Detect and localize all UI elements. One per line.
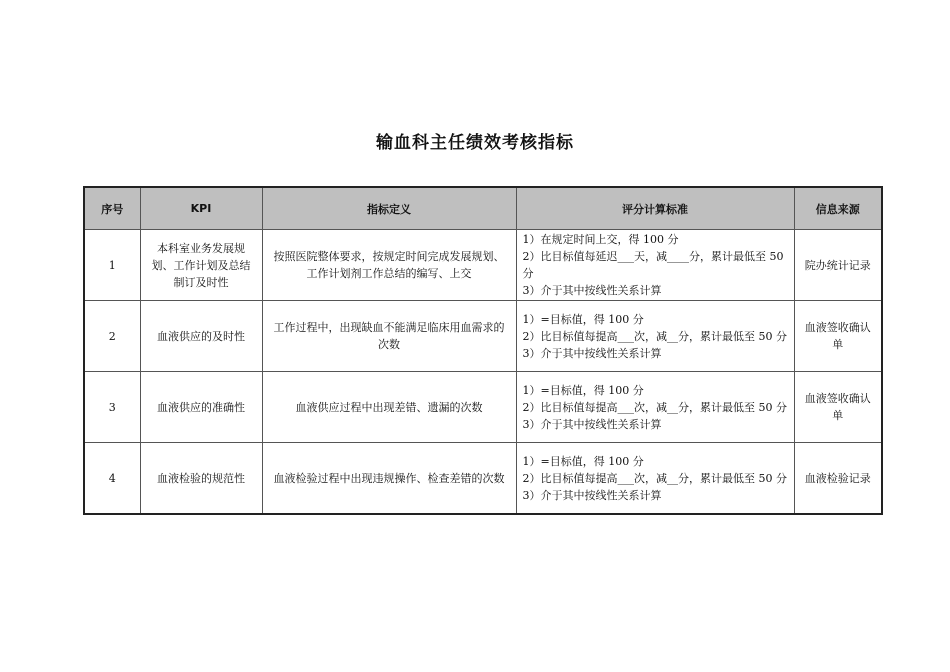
cell-definition: 血液供应过程中出现差错、遗漏的次数: [262, 372, 516, 443]
criteria-line: 1）=目标值，得 100 分: [522, 454, 644, 468]
cell-source: 血液签收确认单: [794, 372, 882, 443]
header-criteria: 评分计算标准: [516, 187, 794, 230]
cell-definition: 血液检验过程中出现违规操作、检查差错的次数: [262, 443, 516, 515]
cell-source: 血液检验记录: [794, 443, 882, 515]
cell-no: 3: [84, 372, 140, 443]
cell-definition: 工作过程中，出现缺血不能满足临床用血需求的次数: [262, 301, 516, 372]
criteria-line: 3）介于其中按线性关系计算: [522, 488, 662, 502]
header-no: 序号: [84, 187, 140, 230]
table-row: [84, 443, 882, 515]
cell-kpi: 本科室业务发展规划、工作计划及总结制订及时性: [140, 230, 262, 301]
cell-criteria: [516, 230, 794, 301]
criteria-line: 2）比目标值每提高___次，减__分，累计最低至 50 分: [522, 329, 787, 343]
criteria-line: 1）=目标值，得 100 分: [522, 312, 644, 326]
table-row: [84, 372, 882, 443]
cell-kpi: 血液供应的准确性: [140, 372, 262, 443]
criteria-line: 1）在规定时间上交，得 100 分: [522, 233, 679, 246]
criteria-line: 2）比目标值每提高___次，减__分，累计最低至 50 分: [522, 400, 787, 414]
kpi-table: [83, 186, 883, 515]
criteria-line: 1）=目标值，得 100 分: [522, 383, 644, 397]
table-row: [84, 230, 882, 301]
cell-kpi: 血液检验的规范性: [140, 443, 262, 515]
criteria-line: 3）介于其中按线性关系计算: [522, 284, 662, 297]
cell-source: 院办统计记录: [794, 230, 882, 301]
cell-no: 2: [84, 301, 140, 372]
cell-criteria: [516, 301, 794, 372]
header-kpi: KPI: [140, 187, 262, 230]
table-header-row: [84, 187, 882, 230]
table-row: [84, 301, 882, 372]
criteria-line: 3）介于其中按线性关系计算: [522, 346, 662, 360]
cell-kpi: 血液供应的及时性: [140, 301, 262, 372]
criteria-line: 3）介于其中按线性关系计算: [522, 417, 662, 431]
cell-criteria: [516, 443, 794, 515]
cell-criteria: [516, 372, 794, 443]
header-source: 信息来源: [794, 187, 882, 230]
header-definition: 指标定义: [262, 187, 516, 230]
cell-no: 4: [84, 443, 140, 515]
cell-no: 1: [84, 230, 140, 301]
document-title: 输血科主任绩效考核指标: [376, 133, 574, 153]
cell-definition: 按照医院整体要求，按规定时间完成发展规划、工作计划剂工作总结的编写、上交: [262, 230, 516, 301]
criteria-line: 2）比目标值每提高___次，减__分，累计最低至 50 分: [522, 471, 787, 485]
cell-source: 血液签收确认单: [794, 301, 882, 372]
criteria-line: 2）比目标值每延迟___天，减____分，累计最低至 50 分: [522, 250, 784, 280]
